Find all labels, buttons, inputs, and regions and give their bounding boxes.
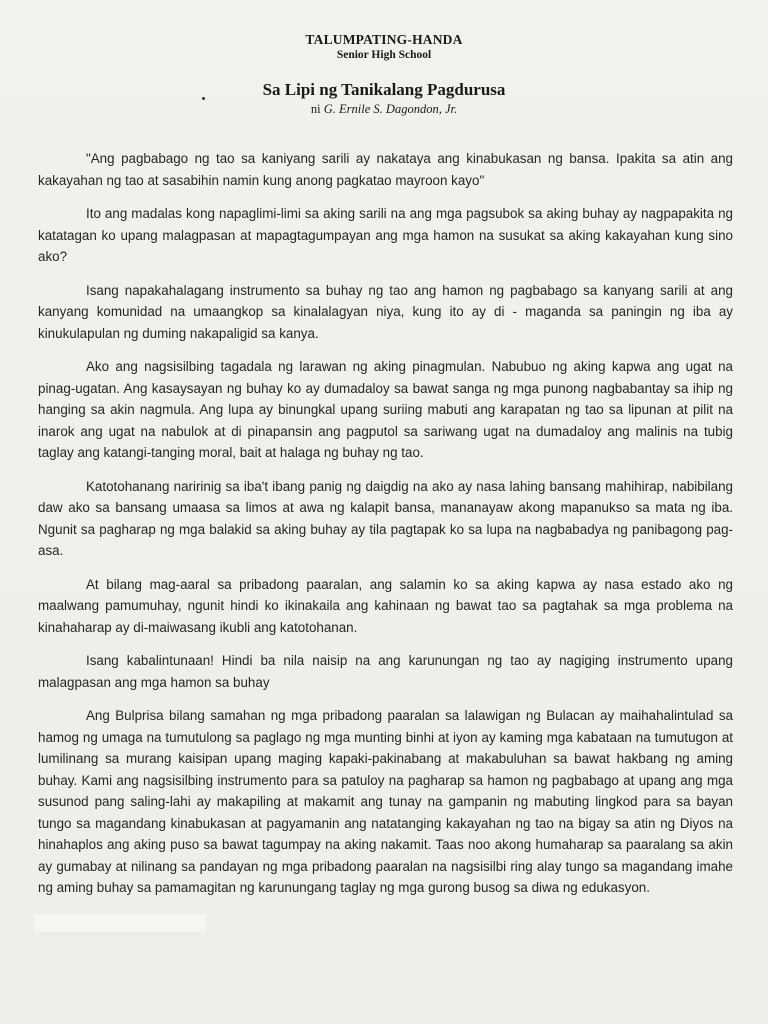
paragraph-6: At bilang mag-aaral sa pribadong paaralan, ang salamin ko sa aking kapwa ay nasa estado ako ng maalwang pamumuhay, ngunit hindi ko ikinakaila ang kahinaan ng bawat tao sa pagtahak sa mga problema na kinahaharap ay di-maiwasang ikubli ang katotohanan. xyxy=(38,576,733,635)
school-subheading: Senior High School xyxy=(336,49,432,61)
scan-smudge xyxy=(34,914,206,932)
speech-body xyxy=(38,148,733,911)
author-name: G. Ernile S. Dagondon, Jr. xyxy=(323,102,458,116)
paragraph-3: Isang napakahalagang instrumento sa buhay ng tao ang hamon ng pagbabago sa kanyang sarili at ang kanyang komunidad na umaangkop sa kinalalagyan niya, kung ito ay di - maganda sa paningin ng iba ay kinukulapulan ng duming nakapaligid sa kanya. xyxy=(38,282,733,341)
document-title: Sa Lipi ng Tanikalang Pagdurusa xyxy=(262,80,506,99)
paragraph-4: Ako ang nagsisilbing tagadala ng larawan ng aking pinagmulan. Nabubuo ng aking kapwa ang ugat na pinag-ugatan. Ang kasaysayan ng buhay ko ay dumadaloy sa bawat sanga ng mga punong nagbabantay sa ihip ng hanging sa akin nagmula. Ang lupa ay binungkal upang suriing mabuti ang karapatan ng tao sa lipunan at pilit na inarok ang ugat na nabulok at di pinapansin ang pagputol sa sariwang ugat na dumadaloy ang malinis na tubig taglay ang katangi-tanging moral, bait at halaga ng buhay ng tao. xyxy=(38,359,733,460)
paragraph-2: Ito ang madalas kong napaglimi-limi sa aking sarili na ang mga pagsubok sa aking buhay ay nagpapakita ng katatagan ko upang malagpasan at mapagtagumpayan ang mga hamon na susukat sa aking kakayahan kung sino ako? xyxy=(38,206,733,264)
author-prefix: ni xyxy=(310,102,324,116)
school-heading: TALUMPATING-HANDA xyxy=(305,32,463,47)
paragraph-7: Isang kabalintunaan! Hindi ba nila naisip na ang karunungan ng tao ay nagiging instrumento upang malagpasan ang mga hamon sa buhay xyxy=(38,653,733,690)
author-line xyxy=(0,102,768,117)
paragraph-5: Katotohanang naririnig sa iba't ibang panig ng daigdig na ako ay nasa lahing bansang mahihirap, nabibilang daw ako sa bansang umaasa sa limos at awa ng kalapit bansa, mananayaw akong mapanukso sa mata ng iba. Ngunit sa pagharap ng mga balakid sa aking buhay ay tila pagtapak ko sa lupa na nagbabadya ng panibagong pag-asa. xyxy=(38,478,733,558)
paragraph-8: Ang Bulprisa bilang samahan ng mga pribadong paaralan sa lalawigan ng Bulacan ay maihahalintulad sa hamog ng umaga na tumutulong sa paglago ng mga munting binhi at iyon ay kaming mga kabataan na tumutugon at lumilinang sa murang kaisipan upang maging kapaki-pakinabang at makabuluhan sa bawat hakbang ng aming buhay. Kami ang nagsisilbing instrumento para sa patuloy na pagharap sa hamon ng pagbabago at upang ang mga susunod pang saling-lahi ay makapiling at makamit ang tunay na gampanin ng mabuting lingkod para sa bayan tungo sa magandang kinabukasan at pagyamanin ang natatanging kakayahan ng tao na bigay sa atin ng Diyos na hinahaplos ang aking puso sa bawat tagumpay na aking nakamit. Taas noo akong humaharap sa paaralang sa akin ay gumabay at nilinang sa pandayan ng mga pribadong paaralan na nagsisilbi ring alay tungo sa magandang imahe ng aming buhay sa pamamagitan ng karunungang taglay ng mga gurong busog sa diwa ng edukasyon. xyxy=(38,708,733,895)
paragraph-1: "Ang pagbabago ng tao sa kaniyang sarili ay nakataya ang kinabukasan ng bansa. Ipakita sa atin ang kakayahan ng tao at sasabihin namin kung anong pagkatao mayroon kayo" xyxy=(38,151,733,188)
